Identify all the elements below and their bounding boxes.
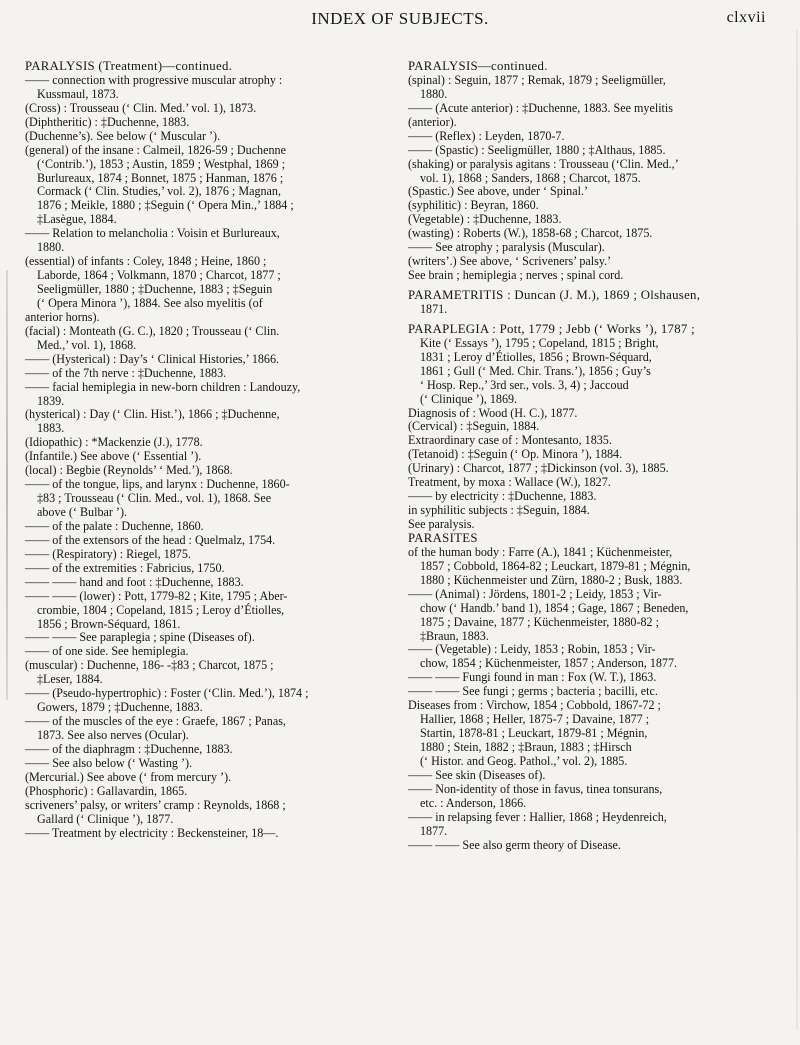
index-line: —— of one side. See hemiplegia. bbox=[25, 644, 189, 659]
index-line: (Spastic.) See above, under ‘ Spinal.’ bbox=[408, 184, 589, 199]
index-line: See paralysis. bbox=[408, 517, 475, 531]
index-line: (local) : Begbie (Reynolds’ ‘ Med.’), 1868. bbox=[25, 463, 233, 478]
index-line: —— (Reflex) : Leyden, 1870-7. bbox=[408, 128, 565, 143]
index-line: Hallier, 1868 ; Heller, 1875-7 ; Davaine, 1877 ; bbox=[420, 712, 650, 727]
index-line: Med.,’ vol. 1), 1868. bbox=[37, 337, 137, 352]
index-line: Seeligmüller, 1880 ; ‡Duchenne, 1883 ; ‡Seguin bbox=[37, 282, 273, 296]
index-line: crombie, 1804 ; Copeland, 1815 ; Leroy d’Étiolles, bbox=[37, 602, 285, 617]
index-line: above (‘ Bulbar ’). bbox=[37, 505, 127, 519]
index-line: —— of the palate : Duchenne, 1860. bbox=[25, 518, 204, 533]
index-line: Gowers, 1879 ; ‡Duchenne, 1883. bbox=[37, 700, 203, 715]
index-line: (Tetanoid) : ‡Seguin (‘ Op. Minora ’), 1884. bbox=[408, 447, 623, 462]
index-line: Startin, 1878-81 ; Leuckart, 1879-81 ; Mégnin, bbox=[420, 726, 648, 741]
index-line: 1880. bbox=[37, 240, 65, 255]
index-line: ‡Lasègue, 1884. bbox=[37, 212, 117, 227]
index-line: —— of the diaphragm : ‡Duchenne, 1883. bbox=[25, 741, 233, 756]
index-line: (‘ Clinique ’), 1869. bbox=[420, 391, 518, 406]
index-line: 1875 ; Davaine, 1877 ; Küchenmeister, 1880-82 ; bbox=[420, 614, 659, 629]
index-line: —— (Respiratory) : Riegel, 1875. bbox=[25, 546, 191, 561]
index-line: (wasting) : Roberts (W.), 1858-68 ; Charcot, 1875. bbox=[408, 226, 653, 241]
index-line: —— —— See paraplegia ; spine (Diseases of). bbox=[25, 630, 255, 645]
index-line: (Infantile.) See above (‘ Essential ’). bbox=[25, 449, 202, 464]
index-line: (anterior). bbox=[408, 114, 457, 129]
index-line: ‡Braun, 1883. bbox=[420, 628, 489, 643]
index-line: scriveners’ palsy, or writers’ cramp : Reynolds, 1868 ; bbox=[25, 797, 286, 812]
index-line: PARAMETRITIS : Duncan (J. M.), 1869 ; Olshausen, bbox=[408, 288, 701, 302]
index-line: 1839. bbox=[37, 393, 65, 408]
index-line: PARALYSIS (Treatment)—continued. bbox=[25, 59, 233, 73]
index-line: —— of the tongue, lips, and larynx : Duchenne, 1860- bbox=[25, 477, 290, 492]
index-line: 1873. See also nerves (Ocular). bbox=[37, 728, 189, 742]
index-line: PARAPLEGIA : Pott, 1779 ; Jebb (‘ Works ’), 1787 ; bbox=[408, 321, 695, 336]
page-edge-right bbox=[796, 30, 798, 1030]
index-line: (Duchenne’s). See below (‘ Muscular ’). bbox=[25, 128, 221, 143]
index-line: (spinal) : Seguin, 1877 ; Remak, 1879 ; Seeligmüller, bbox=[408, 72, 666, 87]
index-line: —— —— Fungi found in man : Fox (W. T.), 1863. bbox=[408, 670, 657, 685]
index-line: 1880. bbox=[420, 86, 448, 101]
index-line: 1831 ; Leroy d’Étiolles, 1856 ; Brown-Séquard, bbox=[420, 349, 652, 364]
index-line: Cormack (‘ Clin. Studies,’ vol. 2), 1876 ; Magnan, bbox=[37, 184, 281, 199]
index-line: 1877. bbox=[420, 823, 448, 838]
index-line: (Vegetable) : ‡Duchenne, 1883. bbox=[408, 212, 562, 227]
index-line: —— of the muscles of the eye : Graefe, 1867 ; Panas, bbox=[25, 714, 286, 729]
index-line: —— (Vegetable) : Leidy, 1853 ; Robin, 1853 ; Vir- bbox=[408, 642, 656, 657]
index-line: (Cervical) : ‡Seguin, 1884. bbox=[408, 419, 540, 434]
running-header bbox=[0, 9, 800, 31]
right-column bbox=[408, 60, 748, 853]
index-line: of the human body : Farre (A.), 1841 ; Küchenmeister, bbox=[408, 544, 673, 559]
index-line: —— of the extensors of the head : Quelmalz, 1754. bbox=[25, 532, 276, 547]
index-line: (‘ Opera Minora ’), 1884. See also myelitis (of bbox=[37, 295, 263, 310]
index-line: —— Non-identity of those in favus, tinea tonsurans, bbox=[408, 781, 663, 796]
index-line: Laborde, 1864 ; Volkmann, 1870 ; Charcot, 1877 ; bbox=[37, 268, 281, 283]
index-line: ‡Leser, 1884. bbox=[37, 672, 103, 687]
index-line: —— See skin (Diseases of). bbox=[408, 767, 546, 782]
index-line: —— See also below (‘ Wasting ’). bbox=[25, 755, 193, 770]
index-line: 1857 ; Cobbold, 1864-82 ; Leuckart, 1879-81 ; Mégnin, bbox=[420, 558, 691, 573]
index-line: chow, 1854 ; Küchenmeister, 1857 ; Anderson, 1877. bbox=[420, 656, 678, 671]
index-line: —— (Spastic) : Seeligmüller, 1880 ; ‡Althaus, 1885. bbox=[408, 142, 666, 157]
index-line: —— Relation to melancholia : Voisin et Burlureaux, bbox=[25, 226, 280, 241]
index-line: —— —— hand and foot : ‡Duchenne, 1883. bbox=[25, 574, 244, 589]
index-line: ‡83 ; Trousseau (‘ Clin. Med., vol. 1), 1868. See bbox=[37, 491, 272, 506]
index-line: ‘ Hosp. Rep.,’ 3rd ser., vols. 3, 4) ; Jaccoud bbox=[420, 377, 629, 392]
index-line: —— (Hysterical) : Day’s ‘ Clinical Histories,’ 1866. bbox=[25, 351, 280, 366]
index-line: anterior horns). bbox=[25, 309, 100, 324]
left-column bbox=[25, 60, 365, 841]
index-line: Diagnosis of : Wood (H. C.), 1877. bbox=[408, 405, 578, 420]
index-line: Treatment, by moxa : Wallace (W.), 1827. bbox=[408, 475, 611, 490]
index-line: (‘Contrib.’), 1853 ; Austin, 1859 ; Westphal, 1869 ; bbox=[37, 156, 286, 171]
index-line: —— of the 7th nerve : ‡Duchenne, 1883. bbox=[25, 365, 227, 380]
index-line: Diseases from : Virchow, 1854 ; Cobbold, 1867-72 ; bbox=[408, 698, 661, 713]
index-line: Extraordinary case of : Montesanto, 1835. bbox=[408, 433, 612, 448]
index-line: (syphilitic) : Beyran, 1860. bbox=[408, 198, 539, 213]
page-title: INDEX OF SUBJECTS. bbox=[311, 9, 489, 28]
index-line: (muscular) : Duchenne, 186- -‡83 ; Charcot, 1875 ; bbox=[25, 658, 274, 673]
index-line: (hysterical) : Day (‘ Clin. Hist.’), 1866 ; ‡Duchenne, bbox=[25, 407, 280, 422]
index-line: —— (Pseudo-hypertrophic) : Foster (‘Clin. Med.’), 1874 ; bbox=[25, 686, 309, 701]
index-line: (facial) : Monteath (G. C.), 1820 ; Trousseau (‘ Clin. bbox=[25, 323, 280, 338]
index-line: 1883. bbox=[37, 421, 65, 436]
index-line: in syphilitic subjects : ‡Seguin, 1884. bbox=[408, 503, 590, 518]
index-line: —— —— See also germ theory of Disease. bbox=[408, 837, 621, 852]
index-line: —— —— (lower) : Pott, 1779-82 ; Kite, 1795 ; Aber- bbox=[25, 588, 288, 603]
index-line: —— by electricity : ‡Duchenne, 1883. bbox=[408, 489, 597, 504]
index-line: —— of the extremities : Fabricius, 1750. bbox=[25, 560, 225, 575]
index-line: (Mercurial.) See above (‘ from mercury ’). bbox=[25, 769, 232, 784]
index-line: Gallard (‘ Clinique ’), 1877. bbox=[37, 811, 174, 826]
index-line: See brain ; hemiplegia ; nerves ; spinal cord. bbox=[408, 268, 624, 283]
index-line: (‘ Histor. and Geog. Pathol.,’ vol. 2), 1885. bbox=[420, 753, 628, 768]
index-line: (Cross) : Trousseau (‘ Clin. Med.’ vol. 1), 1873. bbox=[25, 100, 257, 115]
index-line: 1856 ; Brown-Séquard, 1861. bbox=[37, 616, 181, 631]
page-number: clxvii bbox=[726, 9, 766, 26]
index-line: Kite (‘ Essays ’), 1795 ; Copeland, 1815 ; Bright, bbox=[420, 335, 659, 350]
index-line: chow (‘ Handb.’ band 1), 1854 ; Gage, 1867 ; Beneden, bbox=[420, 600, 689, 615]
index-line: Kussmaul, 1873. bbox=[37, 86, 119, 101]
index-line: (shaking) or paralysis agitans : Trousseau (‘Clin. Med.,’ bbox=[408, 156, 679, 171]
index-line: 1876 ; Meikle, 1880 ; ‡Seguin (‘ Opera Min.,’ 1884 ; bbox=[37, 198, 294, 213]
index-line: (general) of the insane : Calmeil, 1826-59 ; Duchenne bbox=[25, 142, 286, 157]
index-line: vol. 1), 1868 ; Sanders, 1868 ; Charcot, 1875. bbox=[420, 170, 641, 185]
index-line: —— facial hemiplegia in new-born children : Landouzy, bbox=[25, 379, 301, 394]
index-line: (Urinary) : Charcot, 1877 ; ‡Dickinson (vol. 3), 1885. bbox=[408, 461, 669, 476]
index-line: 1861 ; Gull (‘ Med. Chir. Trans.’), 1856 ; Guy’s bbox=[420, 363, 651, 378]
index-line: —— connection with progressive muscular atrophy : bbox=[25, 72, 283, 87]
index-line: Burlureaux, 1874 ; Bonnet, 1875 ; Hanman, 1876 ; bbox=[37, 170, 284, 185]
index-line: 1871. bbox=[420, 301, 448, 316]
index-line: PARASITES bbox=[408, 530, 478, 545]
index-line: —— Treatment by electricity : Beckensteiner, 18—. bbox=[25, 825, 279, 840]
index-line: (essential) of infants : Coley, 1848 ; Heine, 1860 ; bbox=[25, 254, 267, 269]
index-line: —— in relapsing fever : Hallier, 1868 ; Heydenreich, bbox=[408, 809, 667, 824]
index-line: 1880 ; Stein, 1882 ; ‡Braun, 1883 ; ‡Hirsch bbox=[420, 740, 632, 754]
page-edge-left bbox=[6, 270, 8, 700]
index-line: —— (Animal) : Jördens, 1801-2 ; Leidy, 1853 ; Vir- bbox=[408, 586, 662, 601]
index-line: —— —— See fungi ; germs ; bacteria ; bacilli, etc. bbox=[408, 684, 658, 699]
index-line: etc. : Anderson, 1866. bbox=[420, 795, 527, 810]
index-line: 1880 ; Küchenmeister und Zürn, 1880-2 ; Busk, 1883. bbox=[420, 572, 683, 587]
index-line: —— (Acute anterior) : ‡Duchenne, 1883. See myelitis bbox=[408, 100, 673, 115]
index-line: (Diphtheritic) : ‡Duchenne, 1883. bbox=[25, 114, 190, 129]
index-line: (writers’.) See above, ‘ Scriveners’ palsy.’ bbox=[408, 254, 612, 269]
index-line: (Idiopathic) : *Mackenzie (J.), 1778. bbox=[25, 435, 203, 450]
index-line: (Phosphoric) : Gallavardin, 1865. bbox=[25, 783, 188, 798]
index-line: PARALYSIS—continued. bbox=[408, 59, 548, 73]
index-line: —— See atrophy ; paralysis (Muscular). bbox=[408, 240, 605, 255]
